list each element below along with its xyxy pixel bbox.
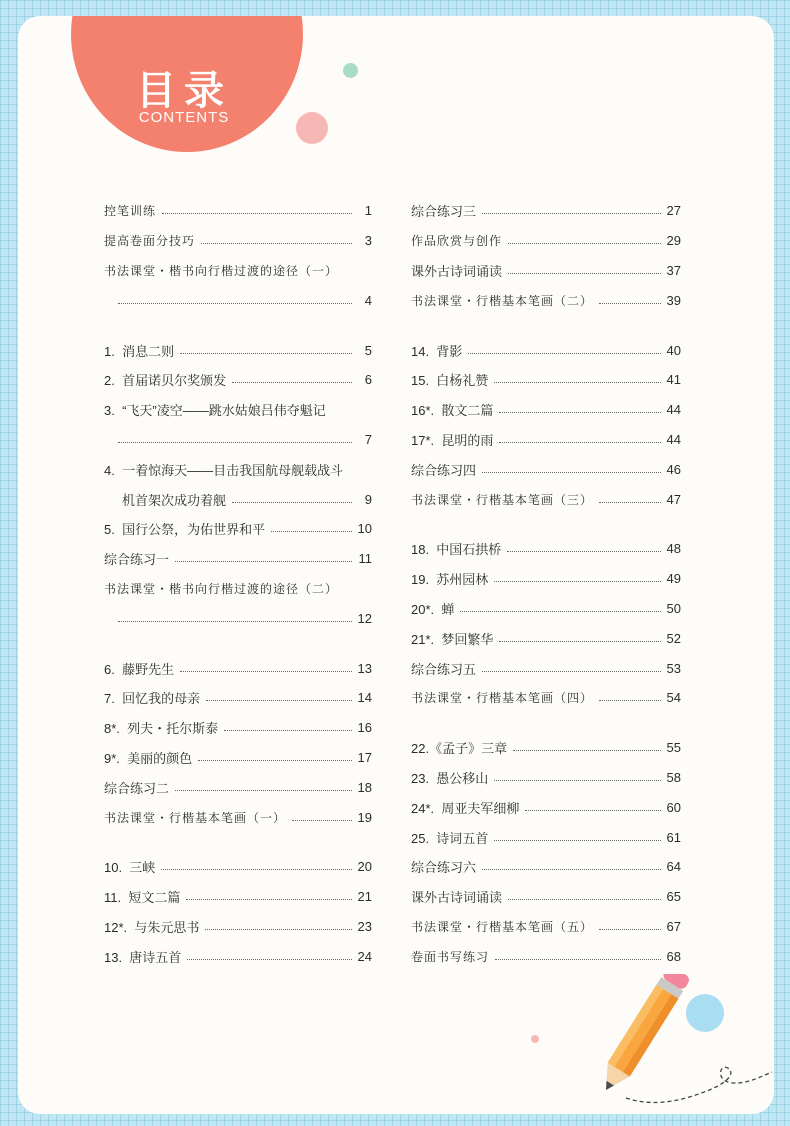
dot-leader <box>118 442 352 443</box>
toc-page-number: 14 <box>357 690 372 706</box>
toc-entry[interactable] <box>411 653 681 683</box>
toc-entry[interactable] <box>411 395 681 425</box>
toc-entry[interactable] <box>411 852 681 882</box>
toc-entry[interactable] <box>104 514 372 544</box>
toc-page-number: 44 <box>666 402 681 418</box>
dot-leader <box>161 869 351 870</box>
toc-page-number: 12 <box>357 610 372 626</box>
toc-entry-title: 综合练习六 <box>411 860 477 876</box>
toc-page-number: 48 <box>666 541 681 557</box>
toc-page-number: 54 <box>666 690 681 706</box>
dot-leader <box>508 243 661 244</box>
decor-dot-small-pink <box>531 1035 539 1043</box>
toc-entry[interactable] <box>411 941 681 971</box>
toc-page-number: 61 <box>666 829 681 845</box>
dot-leader <box>482 671 661 672</box>
toc-entry-title: 书法课堂・楷书向行楷过渡的途径（一） <box>104 263 339 278</box>
toc-entry-title: 书法课堂・行楷基本笔画（四） <box>411 691 594 706</box>
toc-entry-title: 15. 白杨礼赞 <box>411 373 489 389</box>
dot-leader <box>482 472 661 473</box>
toc-entry[interactable] <box>104 544 372 574</box>
dot-leader <box>525 810 660 811</box>
toc-entry[interactable] <box>104 425 372 455</box>
toc-entry-title: 书法课堂・行楷基本笔画（五） <box>411 919 594 934</box>
toc-entry[interactable] <box>411 425 681 455</box>
toc-page-number: 16 <box>357 720 372 736</box>
dot-leader <box>599 303 661 304</box>
toc-page-number: 52 <box>666 630 681 646</box>
dot-leader <box>232 382 352 383</box>
toc-page-number: 65 <box>666 889 681 905</box>
toc-entry-title: 综合练习一 <box>104 552 170 568</box>
toc-entry[interactable] <box>411 196 681 226</box>
dot-leader <box>499 442 660 443</box>
toc-entry-title: 1. 消息二则 <box>104 343 175 359</box>
decor-dot-green <box>343 63 358 78</box>
dot-leader <box>206 700 351 701</box>
dot-leader <box>232 502 352 503</box>
toc-page-number: 10 <box>357 521 372 537</box>
decor-dot-pink <box>296 112 328 144</box>
dot-leader <box>494 382 660 383</box>
toc-right-column <box>411 196 681 971</box>
toc-entry-title: 23. 愚公移山 <box>411 770 489 786</box>
dot-leader <box>271 531 351 532</box>
toc-page-number: 29 <box>666 233 681 249</box>
toc-page-number: 46 <box>666 461 681 477</box>
dot-leader <box>599 929 661 930</box>
toc-entry-title: 7. 回忆我的母亲 <box>104 691 201 707</box>
toc-entry[interactable] <box>104 484 372 514</box>
toc-entry-title: 书法课堂・行楷基本笔画（三） <box>411 492 594 507</box>
toc-entry-title: 18. 中国石拱桥 <box>411 542 502 558</box>
toc-entry[interactable] <box>411 792 681 822</box>
toc-page-number: 11 <box>358 551 372 567</box>
toc-entry[interactable] <box>411 285 681 315</box>
toc-entry[interactable] <box>411 564 681 594</box>
toc-entry[interactable] <box>411 454 681 484</box>
toc-entry[interactable] <box>411 822 681 852</box>
dot-leader <box>175 790 352 791</box>
toc-page-number: 6 <box>364 372 372 388</box>
dot-leader <box>468 353 660 354</box>
dot-leader <box>175 561 352 562</box>
toc-page-number: 17 <box>357 749 372 765</box>
dot-leader <box>599 700 661 701</box>
dot-leader <box>495 959 661 960</box>
dot-leader <box>187 959 351 960</box>
toc-entry[interactable] <box>104 912 372 942</box>
toc-entry-title: 课外古诗词诵读 <box>411 890 503 906</box>
toc-left-column <box>104 196 372 971</box>
toc-entry[interactable] <box>411 594 681 624</box>
toc-entry[interactable] <box>411 733 681 763</box>
dot-leader <box>499 641 660 642</box>
toc-entry-title: 4. 一着惊海天——目击我国航母舰载战斗 <box>104 462 344 478</box>
toc-entry[interactable] <box>104 196 372 226</box>
toc-page-number: 23 <box>357 918 372 934</box>
page-subtitle: CONTENTS <box>138 109 230 126</box>
toc-entry-title: 课外古诗词诵读 <box>411 263 503 279</box>
toc-page-number: 19 <box>357 809 372 825</box>
toc-page-number: 39 <box>666 292 681 308</box>
toc-entry[interactable] <box>104 454 372 484</box>
dot-leader <box>482 213 661 214</box>
toc-entry-title: 16*. 散文二篇 <box>411 403 494 419</box>
toc-entry[interactable] <box>411 763 681 793</box>
toc-entry-title: 22.《孟子》三章 <box>411 741 508 757</box>
toc-entry-title: 综合练习二 <box>104 780 170 796</box>
toc-page-number: 27 <box>666 203 681 219</box>
toc-entry[interactable] <box>411 882 681 912</box>
toc-entry-title: 卷面书写练习 <box>411 949 490 964</box>
toc-entry[interactable] <box>104 941 372 971</box>
toc-entry-title: 提高卷面分技巧 <box>104 234 196 249</box>
toc-page-number: 58 <box>666 769 681 785</box>
toc-page-number: 68 <box>666 948 681 964</box>
toc-entry[interactable] <box>411 256 681 286</box>
toc-entry[interactable] <box>411 683 681 713</box>
dot-leader <box>460 611 660 612</box>
dot-leader <box>180 353 352 354</box>
dot-leader <box>180 671 351 672</box>
toc-page-number: 37 <box>666 262 681 278</box>
toc-entry-title: 综合练习五 <box>411 661 477 677</box>
toc-entry-title: 综合练习三 <box>411 204 477 220</box>
toc-page-number: 9 <box>364 491 372 507</box>
toc-entry-title: 14. 背影 <box>411 343 463 359</box>
toc-entry-title: 17*. 昆明的雨 <box>411 432 494 448</box>
dot-leader <box>118 303 352 304</box>
pencil-icon <box>566 974 774 1114</box>
toc-entry[interactable] <box>104 882 372 912</box>
toc-entry[interactable] <box>104 395 372 425</box>
toc-page-number: 18 <box>357 779 372 795</box>
toc-entry[interactable] <box>411 623 681 653</box>
dot-leader <box>205 929 351 930</box>
toc-page-number: 3 <box>364 233 372 249</box>
toc-page-number: 1 <box>364 203 372 219</box>
dot-leader <box>494 780 660 781</box>
toc-entry-title: 书法课堂・行楷基本笔画（一） <box>104 810 287 825</box>
toc-page-number: 24 <box>357 948 372 964</box>
toc-page-number: 50 <box>666 600 681 616</box>
dot-leader <box>494 840 660 841</box>
dot-leader <box>224 730 351 731</box>
toc-entry[interactable] <box>104 683 372 713</box>
toc-entry-title: 10. 三峡 <box>104 860 156 876</box>
dot-leader <box>482 869 661 870</box>
dot-leader <box>198 760 351 761</box>
toc-page-number: 7 <box>364 431 372 447</box>
toc-entry[interactable] <box>104 574 372 604</box>
dot-leader <box>507 551 660 552</box>
toc-entry[interactable] <box>104 256 372 286</box>
dot-leader <box>499 412 660 413</box>
toc-page-number: 47 <box>666 491 681 507</box>
toc-page-number: 40 <box>666 342 681 358</box>
toc-entry[interactable] <box>411 335 681 365</box>
dot-leader <box>513 750 660 751</box>
toc-entry[interactable] <box>104 772 372 802</box>
toc-entry-title: 20*. 蝉 <box>411 601 455 617</box>
toc-entry-title: 9*. 美丽的颜色 <box>104 750 193 766</box>
dot-leader <box>118 621 352 622</box>
dot-leader <box>292 820 352 821</box>
toc-entry-title: 控笔训练 <box>104 204 157 219</box>
toc-entry[interactable] <box>104 653 372 683</box>
toc-entry[interactable] <box>411 226 681 256</box>
toc-page-number: 21 <box>357 889 372 905</box>
dot-leader <box>201 243 352 244</box>
toc-entry[interactable] <box>104 713 372 743</box>
toc-entry-title: 25. 诗词五首 <box>411 830 489 846</box>
toc-page-number: 64 <box>666 859 681 875</box>
toc-entry-title: 8*. 列夫・托尔斯泰 <box>104 721 219 737</box>
toc-entry-title: 24*. 周亚夫军细柳 <box>411 800 520 816</box>
toc-entry-title: 21*. 梦回繁华 <box>411 631 494 647</box>
toc-page-number: 49 <box>666 571 681 587</box>
toc-page-number: 4 <box>364 292 372 308</box>
toc-entry-title: 11. 短文二篇 <box>104 890 181 906</box>
toc-page-number: 5 <box>364 342 372 358</box>
toc-page-number: 53 <box>666 660 681 676</box>
toc-entry[interactable] <box>411 534 681 564</box>
toc-entry[interactable] <box>104 335 372 365</box>
toc-entry-title: 12*. 与朱元思书 <box>104 919 200 935</box>
dot-leader <box>508 899 661 900</box>
toc-entry-title: 书法课堂・楷书向行楷过渡的途径（二） <box>104 581 339 596</box>
dot-leader <box>494 581 660 582</box>
toc-entry-title: 综合练习四 <box>411 462 477 478</box>
toc-entry[interactable] <box>104 226 372 256</box>
contents-page <box>18 16 774 1114</box>
toc-page-number: 41 <box>666 372 681 388</box>
toc-entry-title: 19. 苏州园林 <box>411 572 489 588</box>
toc-entry-title: 5. 国行公祭，为佑世界和平 <box>104 522 266 538</box>
toc-page-number: 60 <box>666 799 681 815</box>
toc-page-number: 44 <box>666 431 681 447</box>
toc-entry-title: 13. 唐诗五首 <box>104 949 182 965</box>
toc-entry-title: 书法课堂・行楷基本笔画（二） <box>411 293 594 308</box>
toc-entry[interactable] <box>104 365 372 395</box>
toc-page-number: 67 <box>666 918 681 934</box>
toc-page-number: 20 <box>357 859 372 875</box>
toc-page-number: 13 <box>357 660 372 676</box>
toc-entry-title: 6. 藤野先生 <box>104 661 175 677</box>
toc-entry[interactable] <box>411 484 681 514</box>
toc-page-number: 55 <box>666 740 681 756</box>
dot-leader <box>599 502 661 503</box>
toc-entry-title: 作品欣赏与创作 <box>411 234 503 249</box>
toc-entry[interactable] <box>411 365 681 395</box>
toc-entry-title: 2. 首届诺贝尔奖颁发 <box>104 373 227 389</box>
toc-entry[interactable] <box>104 802 372 832</box>
toc-entry-title: 机首架次成功着舰 <box>104 492 227 508</box>
toc-entry[interactable] <box>411 912 681 942</box>
toc-entry-title: 3. “飞天”凌空——跳水姑娘吕伟夺魁记 <box>104 403 326 419</box>
page-title: 目录 <box>136 69 232 113</box>
dot-leader <box>162 213 352 214</box>
toc-entry[interactable] <box>104 285 372 315</box>
toc-entry[interactable] <box>104 743 372 773</box>
toc-entry[interactable] <box>104 852 372 882</box>
toc-entry[interactable] <box>104 603 372 633</box>
dot-leader <box>508 273 661 274</box>
dot-leader <box>186 899 351 900</box>
